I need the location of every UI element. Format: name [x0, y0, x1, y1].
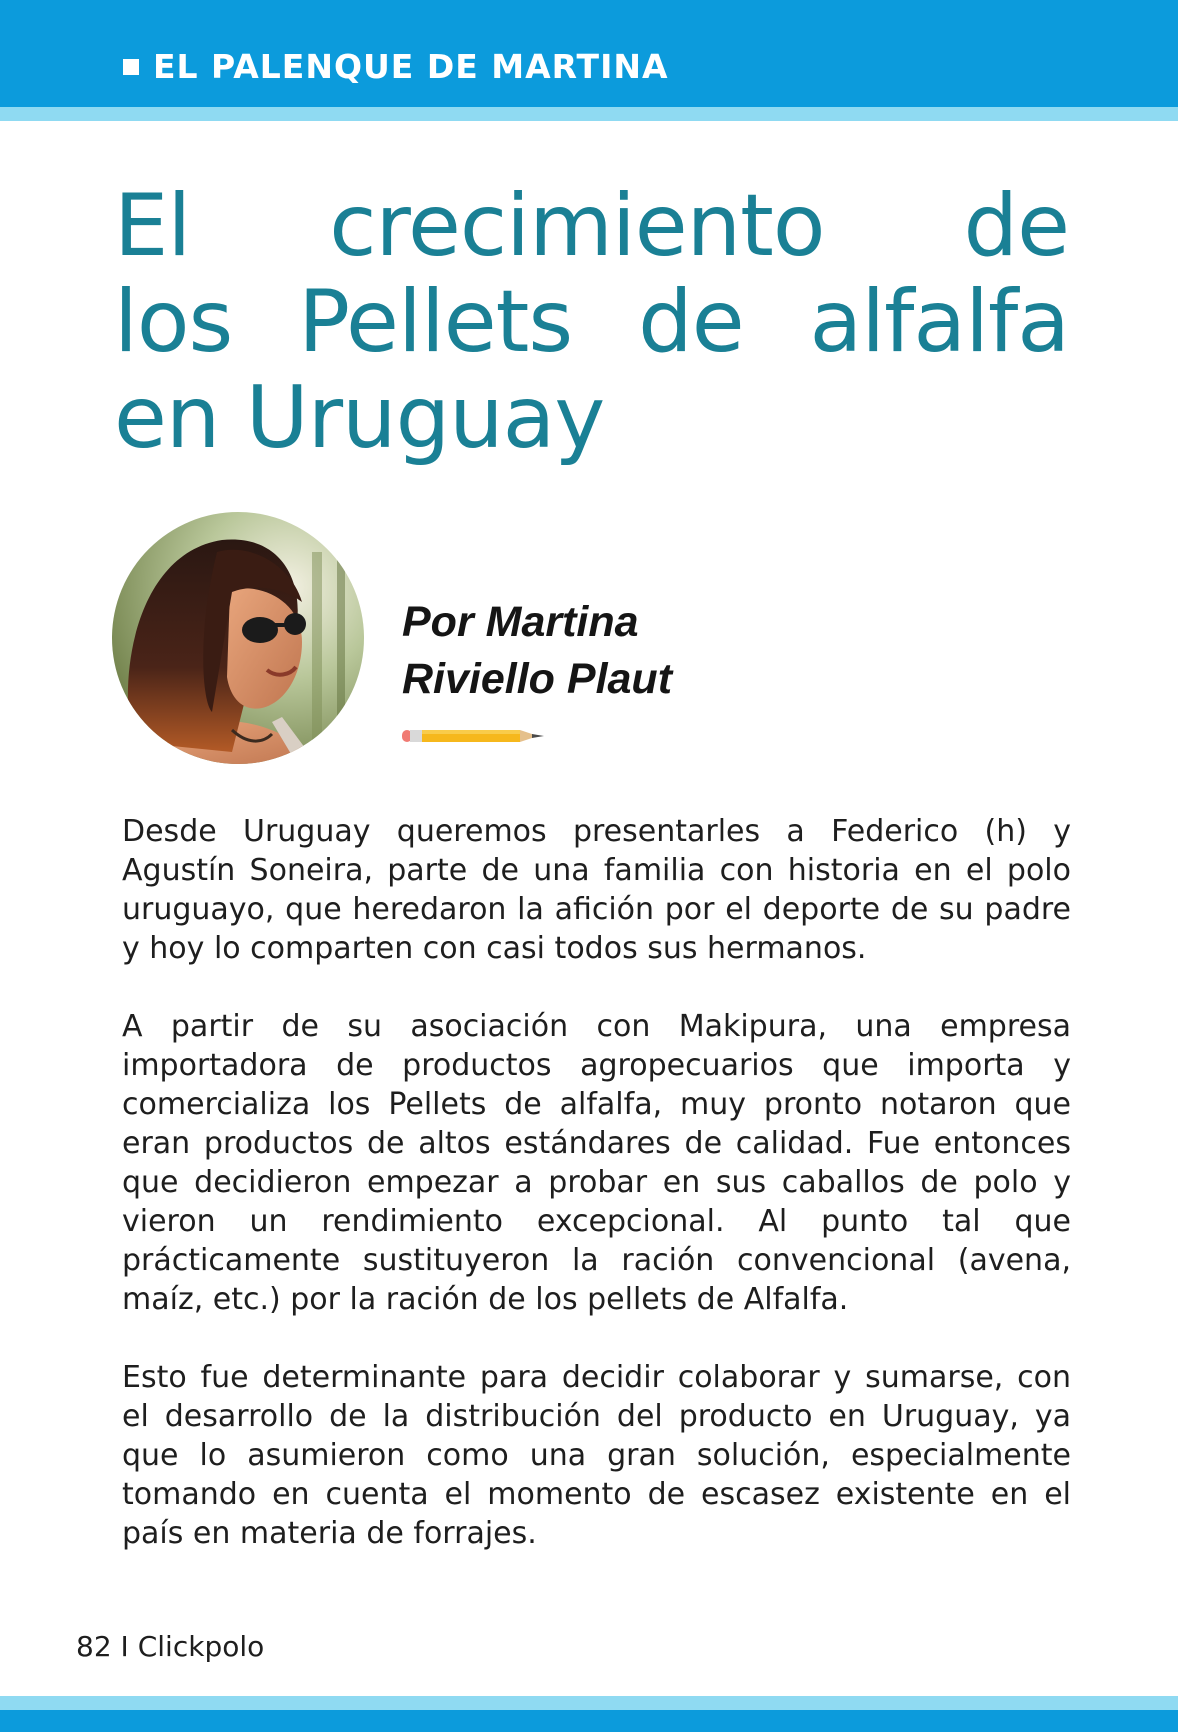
footer-separator: I — [120, 1630, 129, 1663]
byline-line-1: Por Martina — [402, 598, 639, 646]
section-title: EL PALENQUE DE MARTINA — [153, 47, 669, 86]
title-line-1: El crecimiento de — [114, 176, 1069, 276]
author-photo — [112, 512, 364, 764]
title-line-3: en Uruguay — [114, 368, 605, 468]
author-byline — [402, 594, 672, 708]
title-line-2: los Pellets de alfalfa — [114, 272, 1069, 372]
page-footer — [76, 1630, 264, 1663]
paragraph-2: A partir de su asociación con Makipura, una empresa importadora de productos agropecuarios que importa y comercializa los Pellets de alfalfa, muy pronto notaron que eran productos de altos estándares de calidad. Fue entonces que decidieron empezar a probar en sus caballos de polo y vieron un rendimiento excepcional. Al punto tal que prácticamente sustituyeron la ración convencional (avena, maíz, etc.) por la ración de los pellets de Alfalfa. — [122, 1009, 1071, 1317]
footer-band — [0, 1710, 1178, 1732]
article-body — [122, 812, 1071, 1592]
paragraph-3: Esto fue determinante para decidir colaborar y sumarse, con el desarrollo de la distribución del producto en Uruguay, ya que lo asumieron como una gran solución, especialmente tomando en cuenta el momento de escasez existente en el país en materia de forrajes. — [122, 1360, 1071, 1551]
author-avatar — [112, 512, 364, 764]
publication-name: Clickpolo — [137, 1630, 265, 1663]
paragraph-1: Desde Uruguay queremos presentarles a Federico (h) y Agustín Soneira, parte de una familia con historia en el polo uruguayo, que heredaron la afición por el deporte de su padre y hoy lo comparten con casi todos sus hermanos. — [122, 814, 1071, 966]
footer-stripe — [0, 1696, 1178, 1710]
article-title — [114, 178, 1069, 466]
page-number: 82 — [76, 1630, 112, 1663]
section-label — [123, 47, 669, 86]
header-stripe — [0, 107, 1178, 121]
pencil-icon — [402, 725, 544, 747]
square-bullet-icon — [123, 59, 139, 75]
byline-line-2: Riviello Plaut — [402, 655, 673, 703]
